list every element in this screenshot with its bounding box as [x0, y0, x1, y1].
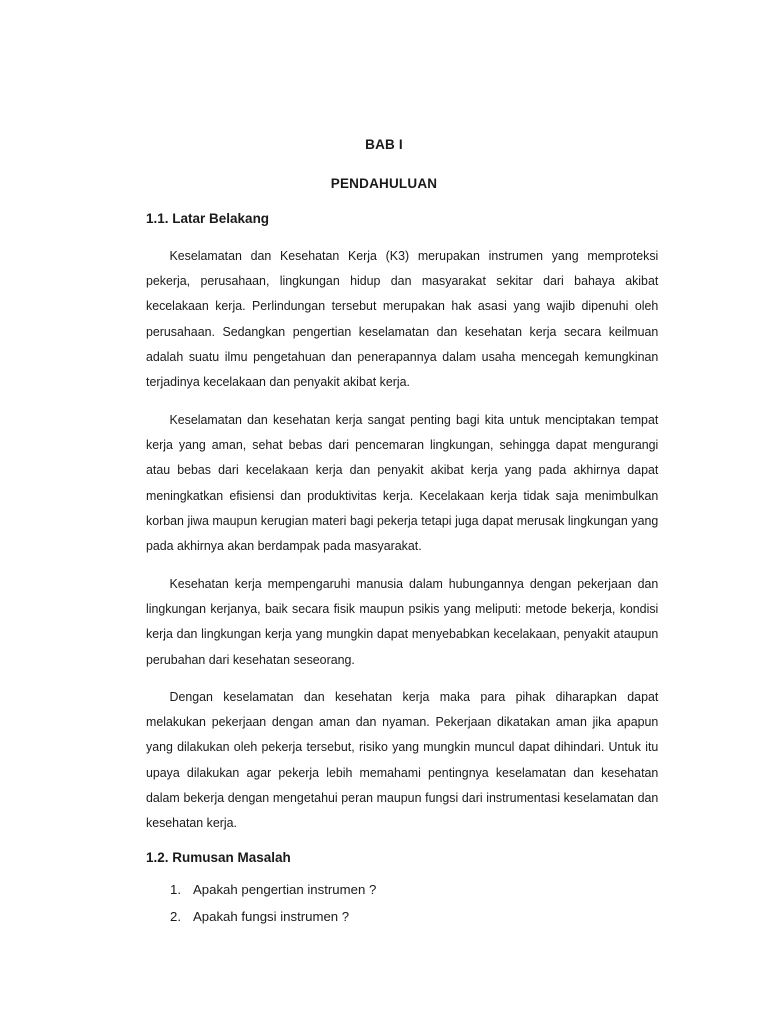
chapter-title: PENDAHULUAN [330, 176, 438, 191]
paragraph-1: Keselamatan dan Kesehatan Kerja (K3) merupakan instrumen yang memproteksi pekerja, perusahaan, lingkungan hidup dan masyarakat sekitar dari bahaya akibat kecelakaan kerja. Perlindungan tersebut merupakan hak asasi yang wajib dipenuhi oleh perusahaan. Sedangkan pengertian keselamatan dan kesehatan kerja secara keilmuan adalah suatu ilmu pengetahuan dan penerapannya dalam usaha mencegah kemungkinan terjadinya kecelakaan dan penyakit akibat kerja. [146, 248, 659, 390]
paragraph-3: Kesehatan kerja mempengaruhi manusia dalam hubungannya dengan pekerjaan dan lingkungan kerjanya, baik secara fisik maupun psikis yang meliputi: metode bekerja, kondisi kerja dan lingkungan kerja yang mungkin dapat menyebabkan kecelakaan, penyakit ataupun perubahan dari kesehatan seseorang. [146, 576, 659, 667]
list-item-number: 1. [170, 882, 181, 897]
paragraph-2: Keselamatan dan kesehatan kerja sangat penting bagi kita untuk menciptakan tempat kerja yang aman, sehat bebas dari pencemaran lingkungan, sehingga dapat mengurangi atau bebas dari kecelakaan kerja dan penyakit akibat kerja yang pada akhirnya dapat meningkatkan efisiensi dan produktivitas kerja. Kecelakaan kerja tidak saja menimbulkan korban jiwa maupun kerugian materi bagi pekerja tetapi juga dapat merusak lingkungan yang pada akhirnya akan berdampak pada masyarakat. [146, 412, 659, 554]
list-item [170, 903, 376, 930]
section-heading-latar-belakang: 1.1. Latar Belakang [146, 211, 270, 226]
list-item-number: 2. [170, 909, 181, 924]
list-item [170, 876, 376, 903]
paragraph-4: Dengan keselamatan dan kesehatan kerja maka para pihak diharapkan dapat melakukan pekerjaan dengan aman dan nyaman. Pekerjaan dikatakan aman jika apapun yang dilakukan oleh pekerja tersebut, risiko yang mungkin muncul dapat dihindari. Untuk itu upaya dilakukan agar pekerja lebih memahami pentingnya keselamatan dan kesehatan dalam bekerja dengan mengetahui peran maupun fungsi dari instrumentasi keselamatan dan kesehatan kerja. [146, 689, 659, 831]
list-item-text: Apakah fungsi instrumen ? [193, 909, 350, 924]
chapter-number: BAB I [365, 137, 403, 152]
list-item-text: Apakah pengertian instrumen ? [193, 882, 377, 897]
section-heading-rumusan-masalah: 1.2. Rumusan Masalah [146, 850, 291, 865]
problem-list [170, 876, 376, 930]
